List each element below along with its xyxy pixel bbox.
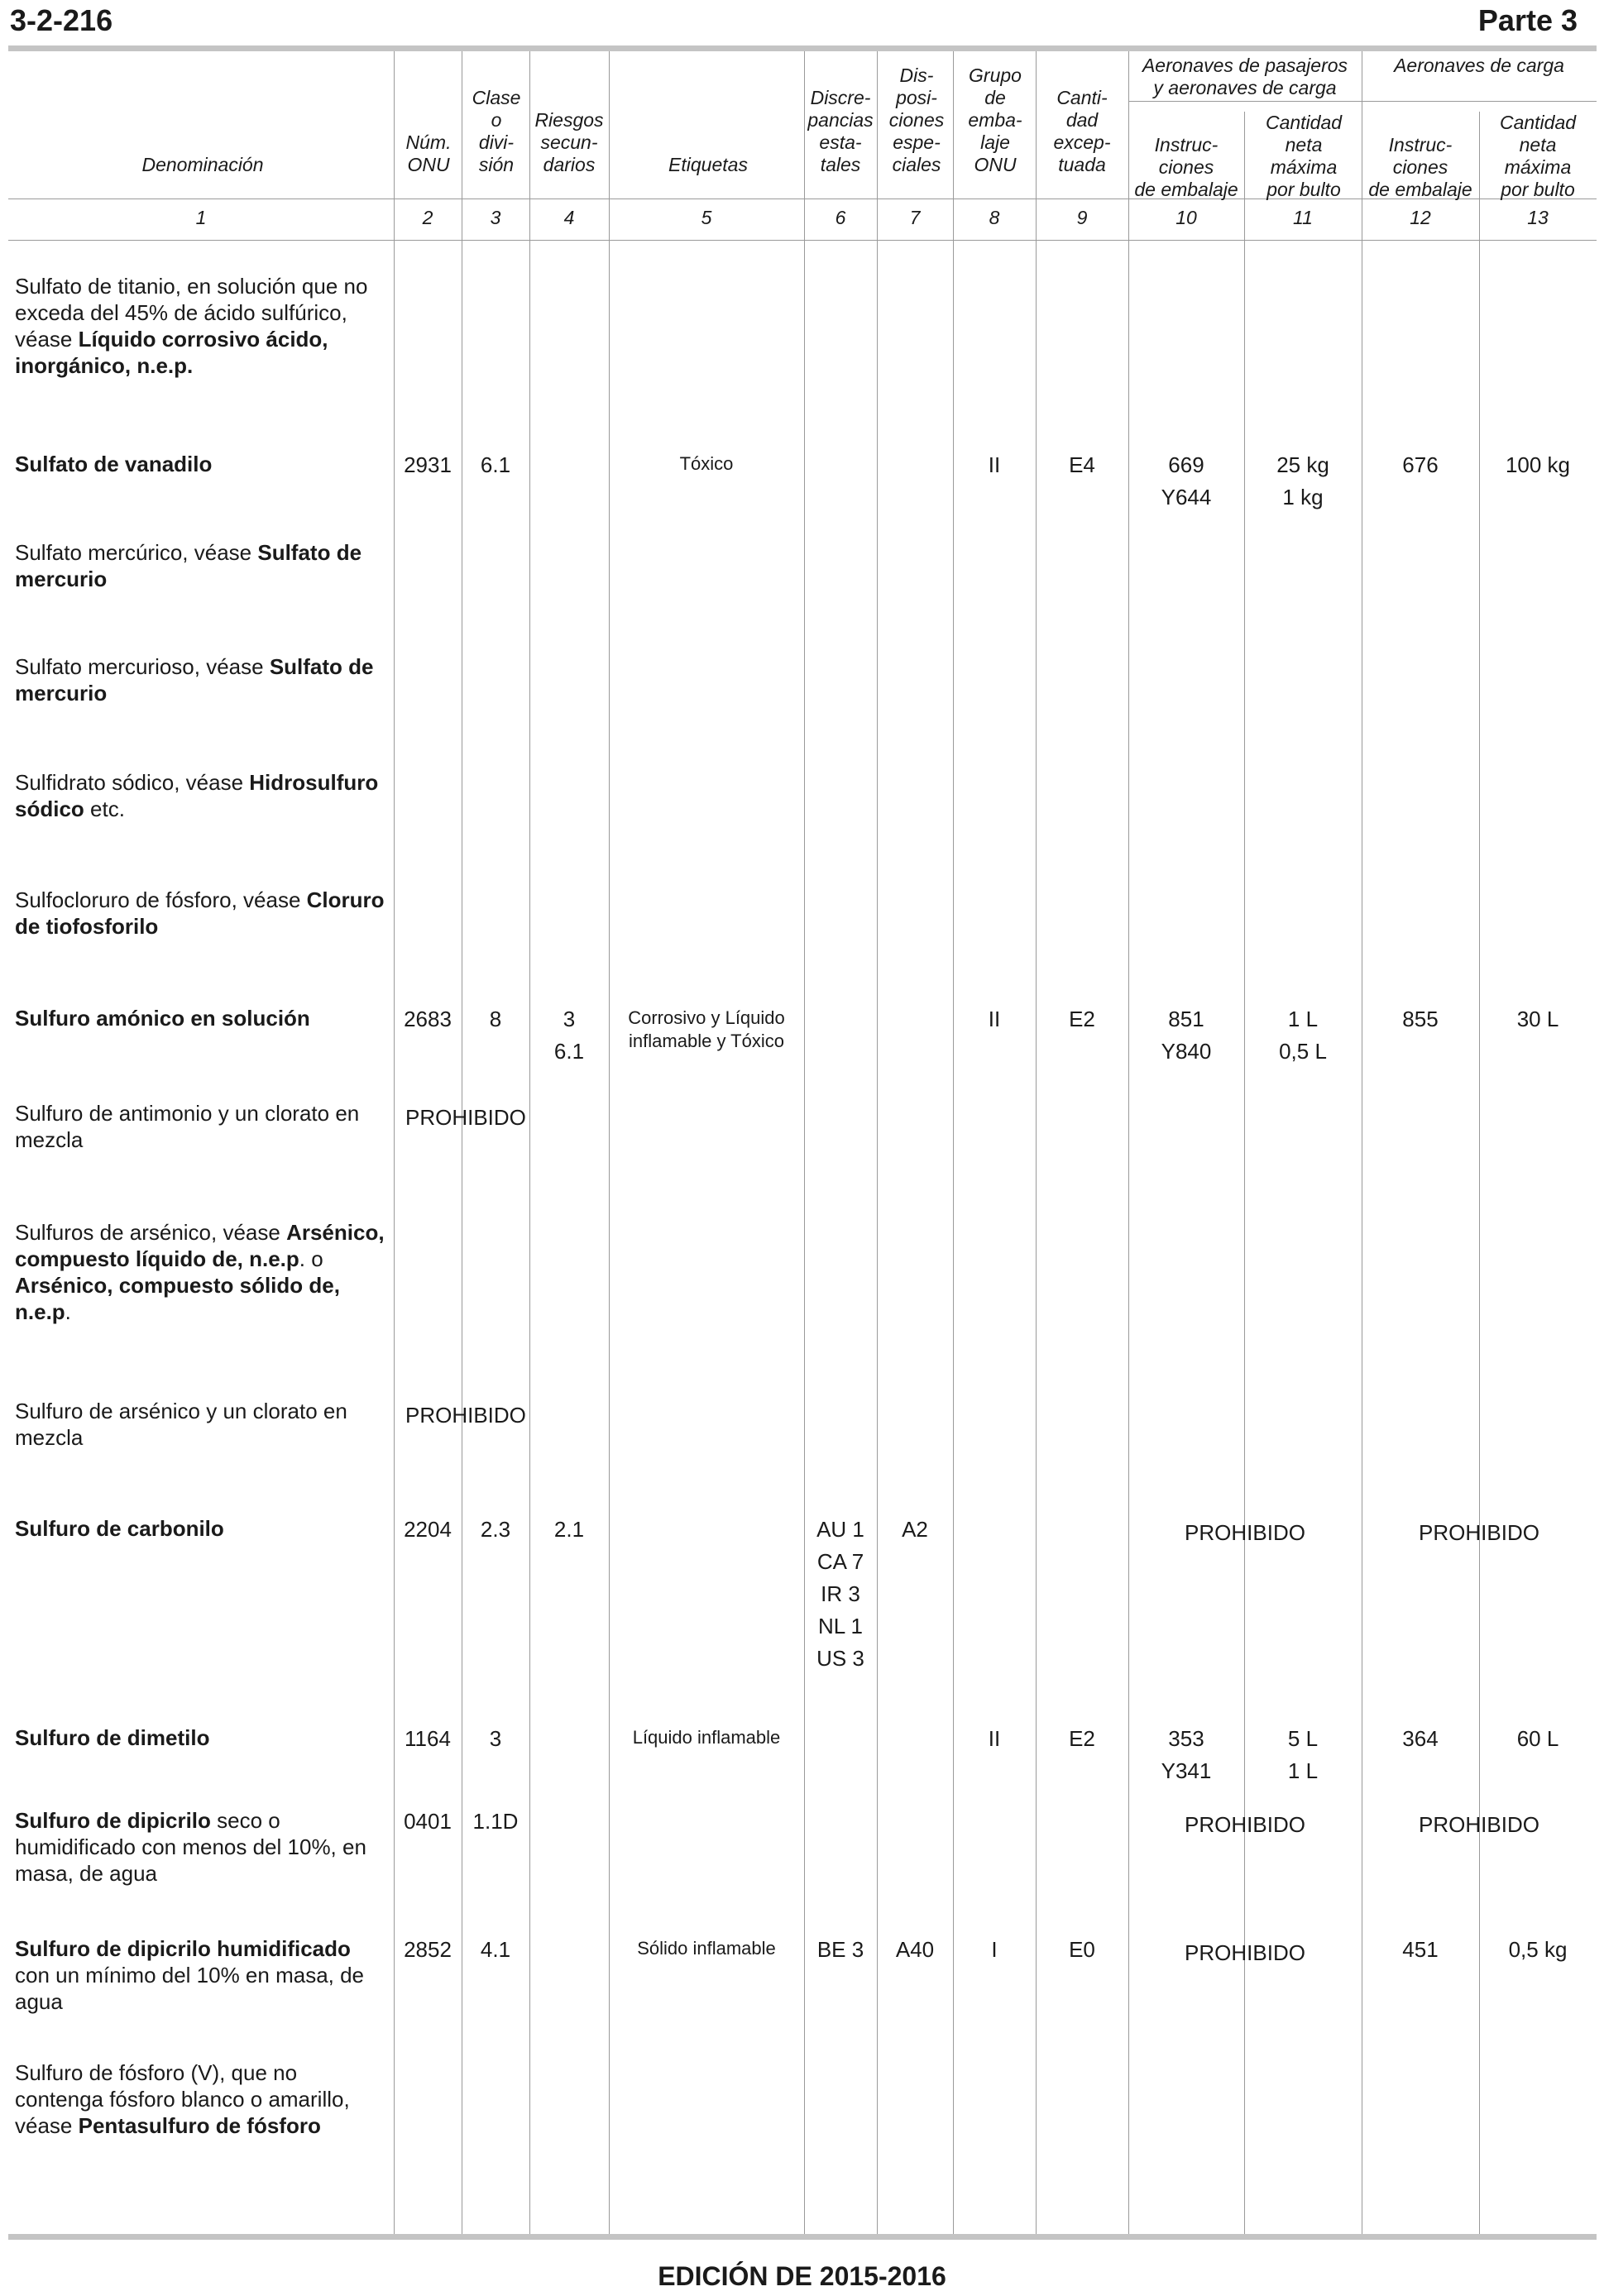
cell-grupo: II [988,452,1001,477]
column-divider [953,51,954,2234]
denominacion-text: Sulfato mercúrico, véase [15,540,258,565]
denominacion-text: Sulfuro de antimonio y un clorato en mezcla [15,1101,360,1152]
column-divider [1036,51,1037,2234]
column-number: 11 [1293,207,1313,228]
header-disposiciones: Dis- posi- ciones espe- ciales [888,65,945,175]
row-denominacion [15,887,387,940]
header-discrepancias: Discre- pancias esta- tales [807,87,874,175]
cell-num-onu: 1164 [405,1726,451,1751]
header-grupo: Grupo de emba- laje ONU [968,65,1022,175]
column-number: 10 [1175,207,1197,228]
column-number: 6 [835,207,846,228]
column-number: 7 [909,207,921,228]
cell-instrucciones-pasajeros: 669 Y644 [1161,452,1212,509]
cell-prohibido-pasajeros: PROHIBIDO [1185,1520,1305,1545]
denominacion-bold: Hidrosulfuro sódico [15,770,379,821]
cell-num-onu: 2683 [404,1007,452,1031]
denominacion-text: con un mínimo del 10% en masa, de agua [15,1963,365,2014]
denominacion-bold: Sulfuro de dimetilo [15,1725,210,1750]
cell-cantidad-carga: 60 L [1516,1726,1559,1751]
denominacion-bold: Sulfato de mercurio [15,654,374,706]
cell-discrepancias: BE 3 [816,1937,864,1962]
column-number: 5 [701,207,712,228]
cell-clase: 1.1D [472,1809,519,1834]
row-denominacion [15,451,387,477]
colnum-rule [8,240,1597,241]
denominacion-text: seco o humidificado con menos del 10%, en masa, de agua [15,1808,366,1886]
denominacion-text: etc. [84,796,125,821]
row-denominacion [15,273,387,379]
cell-grupo: II [988,1726,1001,1751]
row-denominacion [15,1219,387,1325]
header-etiquetas: Etiquetas [668,154,748,175]
column-divider [1479,112,1480,2234]
top-rule [8,45,1597,51]
cell-num-onu: 2204 [404,1517,452,1542]
cell-cantidad-exceptuada: E2 [1069,1007,1095,1031]
row-denominacion [15,539,387,592]
column-number: 4 [563,207,575,228]
header-instrucciones-carga: Instruc- ciones de embalaje [1368,134,1472,200]
header-clase: Clase o divi- sión [472,87,521,175]
part-label: Parte 3 [1477,3,1578,37]
denominacion-text: Sulfato de titanio, en solución que no exceda del 45% de ácido sulfúrico, véase [15,274,368,352]
column-number: 3 [490,207,501,228]
column-number: 13 [1527,207,1549,228]
column-number: 8 [989,207,1000,228]
cell-prohibido: PROHIBIDO [405,1105,526,1130]
denominacion-text: . [65,1299,71,1324]
column-number: 1 [195,207,207,228]
cell-instrucciones-carga: 676 [1402,452,1439,477]
cell-prohibido-pasajeros: PROHIBIDO [1185,1812,1305,1837]
row-denominacion [15,653,387,706]
cell-num-onu: 2852 [404,1937,452,1962]
column-number: 2 [422,207,433,228]
row-denominacion [15,1935,387,2015]
header-cantidad-carga: Cantidad neta máxima por bulto [1499,112,1577,200]
header-cantidad-exceptuada: Canti- dad excep- tuada [1053,87,1111,175]
column-number: 12 [1410,207,1431,228]
cell-etiquetas: Líquido inflamable [632,1727,781,1748]
row-denominacion [15,1515,387,1542]
cell-clase: 3 [489,1726,502,1751]
column-number: 9 [1076,207,1088,228]
cell-grupo: II [988,1007,1001,1031]
row-denominacion [15,1724,387,1751]
page-number: 3-2-216 [10,3,113,37]
denominacion-bold: Pentasulfuro de fósforo [78,2113,321,2138]
denominacion-bold: Arsénico, compuesto líquido de, n.e.p [15,1220,385,1271]
cell-cantidad-carga: 100 kg [1505,452,1571,477]
cell-num-onu: 0401 [404,1809,452,1834]
cell-riesgos: 2.1 [553,1517,585,1542]
row-denominacion [15,1100,387,1153]
column-divider [609,51,610,2234]
row-denominacion [15,1807,387,1887]
cell-etiquetas: Corrosivo y Líquido inflamable y Tóxico [628,1007,785,1051]
row-denominacion [15,1005,387,1031]
cell-cantidad-exceptuada: E2 [1069,1726,1095,1751]
cell-riesgos: 3 6.1 [553,1007,585,1064]
cell-etiquetas: Tóxico [679,453,734,474]
header-instrucciones-pasajeros: Instruc- ciones de embalaje [1134,134,1238,200]
cell-instrucciones-carga: 451 [1402,1937,1439,1962]
footer-edition: EDICIÓN DE 2015-2016 [658,2261,946,2291]
column-divider [1244,112,1245,2234]
cell-etiquetas: Sólido inflamable [637,1938,776,1959]
cell-cantidad-carga: 30 L [1516,1007,1559,1031]
denominacion-text: . o [299,1246,323,1271]
column-divider [529,51,530,2234]
cell-cantidad-pasajeros: 1 L 0,5 L [1279,1007,1327,1064]
bottom-rule [8,2234,1597,2240]
cell-instrucciones-pasajeros: 851 Y840 [1161,1007,1212,1064]
cell-clase: 6.1 [480,452,511,477]
cell-grupo: I [991,1937,998,1962]
header-num-onu: Núm. ONU [405,132,452,175]
cell-disposiciones: A2 [902,1517,928,1542]
column-divider [804,51,805,2234]
row-denominacion [15,769,387,822]
column-divider [1128,51,1129,2234]
cell-clase: 4.1 [480,1937,511,1962]
denominacion-bold: Sulfuro de dipicrilo humidificado [15,1936,351,1961]
cell-instrucciones-pasajeros: 353 Y341 [1161,1726,1212,1783]
denominacion-bold: Sulfuro de dipicrilo [15,1808,211,1833]
denominacion-bold: Sulfuro de carbonilo [15,1516,224,1541]
header-pasajeros-group: Aeronaves de pasajeros y aeronaves de carga [1142,55,1348,98]
header-carga-group: Aeronaves de carga [1394,55,1564,76]
cell-cantidad-pasajeros: 5 L 1 L [1287,1726,1319,1783]
cell-instrucciones-carga: 364 [1402,1726,1439,1751]
cell-clase: 2.3 [480,1517,511,1542]
denominacion-bold: Cloruro de tiofosforilo [15,887,385,939]
cell-disposiciones: A40 [895,1937,935,1962]
denominacion-text: Sulfuro de fósforo (V), que no contenga fósforo blanco o amarillo, véase [15,2060,350,2138]
cell-cantidad-exceptuada: E0 [1069,1937,1095,1962]
cell-prohibido-pasajeros: PROHIBIDO [1185,1940,1305,1965]
row-denominacion [15,2059,387,2139]
header-riesgos: Riesgos secun- darios [534,109,604,175]
denominacion-bold: Sulfato de mercurio [15,540,362,591]
denominacion-text: Sulfocloruro de fósforo, véase [15,887,307,912]
header-cantidad-pasajeros: Cantidad neta máxima por bulto [1265,112,1343,200]
cell-prohibido: PROHIBIDO [405,1403,526,1428]
denominacion-bold: Sulfuro amónico en solución [15,1006,310,1031]
column-divider [877,51,878,2234]
cell-clase: 8 [489,1007,502,1031]
cell-cantidad-pasajeros: 25 kg 1 kg [1276,452,1329,509]
cell-discrepancias: AU 1 CA 7 IR 3 NL 1 US 3 [816,1517,864,1671]
cell-num-onu: 2931 [404,452,452,477]
column-divider [394,51,395,2234]
header-subrule [1128,101,1597,102]
cell-prohibido-carga: PROHIBIDO [1419,1812,1539,1837]
denominacion-text: Sulfato mercurioso, véase [15,654,270,679]
denominacion-bold: Líquido corrosivo ácido, inorgánico, n.e.p. [15,327,328,378]
cell-cantidad-exceptuada: E4 [1069,452,1095,477]
denominacion-bold: Sulfato de vanadilo [15,452,213,476]
cell-instrucciones-carga: 855 [1402,1007,1439,1031]
cell-cantidad-carga: 0,5 kg [1508,1937,1568,1962]
denominacion-text: Sulfuro de arsénico y un clorato en mezcla [15,1399,347,1450]
cell-prohibido-carga: PROHIBIDO [1419,1520,1539,1545]
row-denominacion [15,1398,387,1451]
header-denominacion: Denominación [141,154,264,175]
denominacion-bold: Arsénico, compuesto sólido de, n.e.p [15,1273,340,1324]
denominacion-text: Sulfuros de arsénico, véase [15,1220,287,1245]
denominacion-text: Sulfidrato sódico, véase [15,770,250,795]
